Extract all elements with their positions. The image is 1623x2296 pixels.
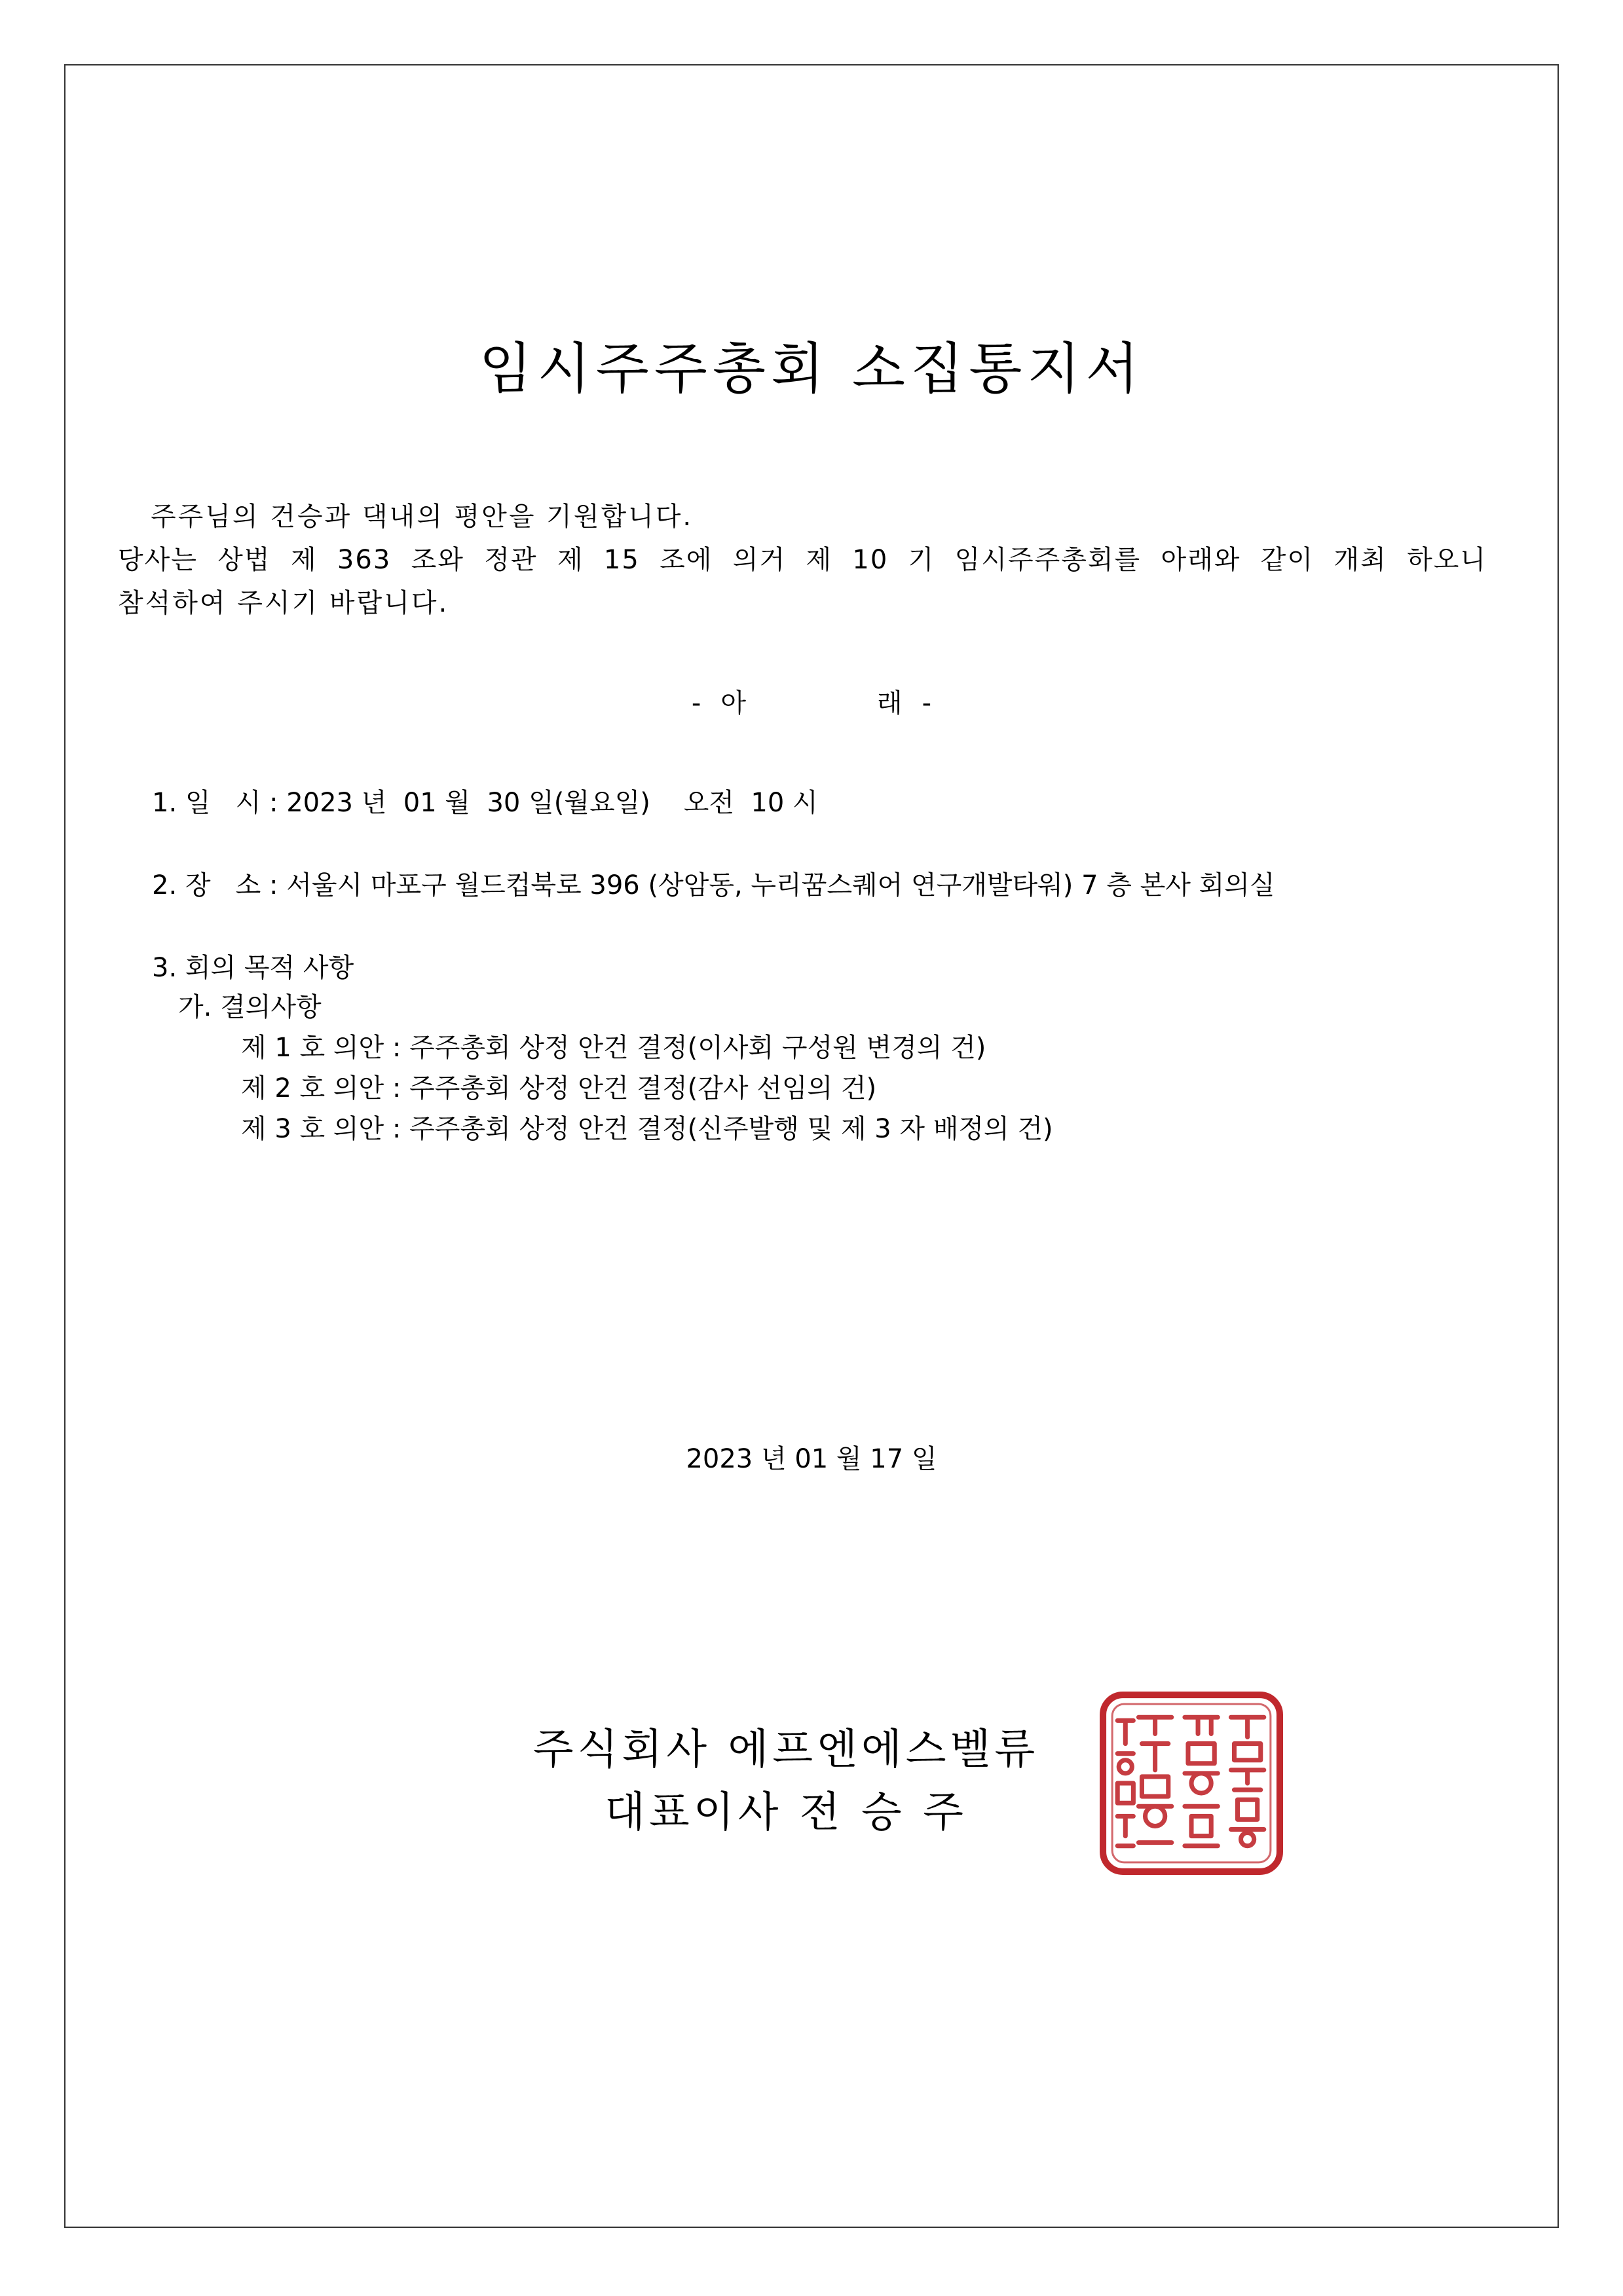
company-name: 주식회사 에프엔에스벨류 bbox=[532, 1726, 1039, 1774]
notice-body-line-end: 참석하여 주시기 바랍니다. bbox=[118, 588, 449, 618]
dash-right: - bbox=[922, 688, 932, 718]
agenda-item-2: 제 2 호 의안 : 주주총회 상정 안건 결정(감사 선임의 건) bbox=[241, 1073, 877, 1103]
ceo-name: 대표이사 전 승 주 bbox=[605, 1788, 967, 1837]
section-heading-below bbox=[0, 682, 1623, 720]
dash-left: - bbox=[691, 688, 701, 718]
agenda-title: 3. 회의 목적 사항 bbox=[152, 953, 354, 983]
document-title: 임시주주총회 소집통지서 bbox=[479, 337, 1144, 401]
issue-date: 2023 년 01 월 17 일 bbox=[686, 1444, 937, 1474]
meeting-place: 2. 장 소 : 서울시 마포구 월드컵북로 396 (상암동, 누리꿈스퀘어 연구개발타워) 7 층 본사 회의실 bbox=[152, 870, 1275, 900]
heading-char-rae: 래 bbox=[877, 688, 903, 718]
agenda-item-3: 제 3 호 의안 : 주주총회 상정 안건 결정(신주발행 및 제 3 자 배정의 건) bbox=[241, 1114, 1053, 1144]
heading-char-a: 아 bbox=[720, 688, 746, 718]
agenda-subtitle: 가. 결의사항 bbox=[178, 992, 322, 1022]
notice-body-line: 당사는 상법 제 363 조와 정관 제 15 조에 의거 제 10 기 임시주주총회를 아래와 같이 개최 하오니 bbox=[118, 545, 1487, 575]
meeting-datetime: 1. 일 시 : 2023 년 01 월 30 일(월요일) 오전 10 시 bbox=[152, 788, 818, 818]
greeting-line: 주주님의 건승과 댁내의 평안을 기원합니다. bbox=[151, 502, 694, 532]
company-seal-stamp bbox=[1099, 1691, 1284, 1876]
agenda-item-1: 제 1 호 의안 : 주주총회 상정 안건 결정(이사회 구성원 변경의 건) bbox=[241, 1033, 986, 1063]
